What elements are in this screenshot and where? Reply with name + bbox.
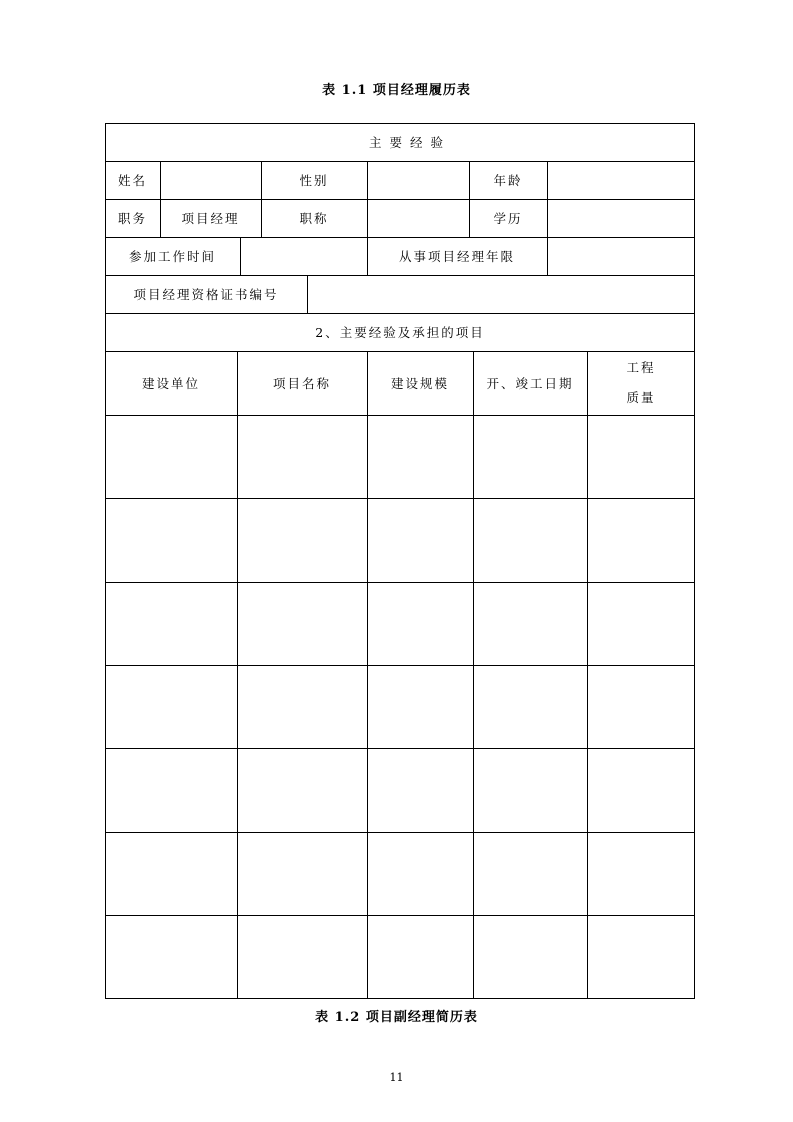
- col-header-project-name: 项目名称: [272, 376, 331, 391]
- col-header-scale: 建设规模: [390, 376, 449, 391]
- title-field[interactable]: [367, 199, 469, 237]
- name-field[interactable]: [160, 161, 261, 199]
- table-cell[interactable]: [105, 416, 237, 498]
- col-header-unit: 建设单位: [141, 376, 200, 391]
- age-field[interactable]: [547, 161, 695, 199]
- table-cell[interactable]: [105, 583, 237, 665]
- table-cell[interactable]: [587, 416, 695, 498]
- age-label: 年龄: [493, 173, 523, 188]
- table-2-title: 表 1.2 项目副经理简历表: [315, 1010, 478, 1025]
- table-cell[interactable]: [105, 499, 237, 582]
- title-label: 职称: [299, 211, 329, 226]
- table-cell[interactable]: [237, 833, 367, 915]
- cert-no-field[interactable]: [307, 275, 695, 313]
- table-cell[interactable]: [367, 416, 473, 498]
- table-cell[interactable]: [367, 583, 473, 665]
- cert-no-label: 项目经理资格证书编号: [133, 287, 279, 302]
- table-cell[interactable]: [587, 499, 695, 582]
- col-header-dates: 开、竣工日期: [486, 376, 574, 391]
- page-number: 11: [389, 1071, 404, 1084]
- gender-field[interactable]: [367, 161, 469, 199]
- position-value: 项目经理: [181, 211, 240, 226]
- table-cell[interactable]: [105, 833, 237, 915]
- table-cell[interactable]: [587, 666, 695, 748]
- table-cell[interactable]: [367, 916, 473, 999]
- table-cell[interactable]: [473, 499, 587, 582]
- table-cell[interactable]: [473, 916, 587, 999]
- table-cell[interactable]: [105, 666, 237, 748]
- table-cell[interactable]: [473, 666, 587, 748]
- work-start-label: 参加工作时间: [128, 249, 216, 264]
- table-cell[interactable]: [237, 416, 367, 498]
- education-label: 学历: [493, 211, 523, 226]
- col-header-quality: [587, 351, 695, 415]
- pm-years-label: 从事项目经理年限: [398, 249, 515, 264]
- table-cell[interactable]: [367, 749, 473, 832]
- table-cell[interactable]: [367, 666, 473, 748]
- table-cell[interactable]: [473, 416, 587, 498]
- table-cell[interactable]: [473, 749, 587, 832]
- table-cell[interactable]: [473, 583, 587, 665]
- table-cell[interactable]: [237, 499, 367, 582]
- work-start-field[interactable]: [240, 237, 367, 275]
- form-header: 主 要 经 验: [369, 135, 445, 150]
- resume-form-table: [105, 123, 695, 999]
- table-cell[interactable]: [587, 749, 695, 832]
- pm-years-field[interactable]: [547, 237, 695, 275]
- name-label: 姓名: [117, 173, 147, 188]
- section-2-heading: 2、主要经验及承担的项目: [315, 325, 485, 340]
- table-cell[interactable]: [237, 916, 367, 999]
- table-cell[interactable]: [105, 916, 237, 999]
- table-cell[interactable]: [587, 833, 695, 915]
- table-cell[interactable]: [473, 833, 587, 915]
- gender-label: 性别: [299, 173, 329, 188]
- table-cell[interactable]: [587, 916, 695, 999]
- col-header-quality-line2: 质量: [626, 390, 656, 405]
- table-cell[interactable]: [237, 583, 367, 665]
- table-cell[interactable]: [367, 833, 473, 915]
- education-field[interactable]: [547, 199, 695, 237]
- table-cell[interactable]: [237, 749, 367, 832]
- col-header-quality-line1: 工程: [626, 360, 656, 375]
- table-cell[interactable]: [367, 499, 473, 582]
- table-1-title: 表 1.1 项目经理履历表: [322, 83, 471, 98]
- table-cell[interactable]: [105, 749, 237, 832]
- table-cell[interactable]: [587, 583, 695, 665]
- position-label: 职务: [117, 211, 147, 226]
- table-cell[interactable]: [237, 666, 367, 748]
